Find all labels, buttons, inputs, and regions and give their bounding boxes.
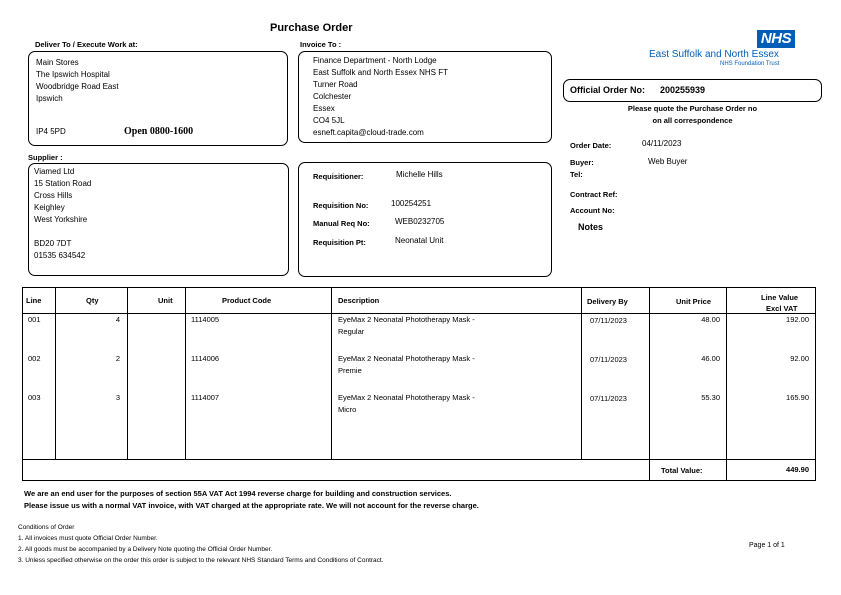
requisition-no-label: Requisition No: (313, 201, 369, 210)
supplier-box (28, 163, 289, 276)
trust-name: East Suffolk and North Essex (649, 49, 779, 60)
invoice-email: esneft.capita@cloud-trade.com (313, 128, 424, 137)
page-number: Page 1 of 1 (749, 542, 785, 549)
deliver-line: Woodbridge Road East (36, 82, 119, 91)
row-qty: 3 (115, 393, 120, 402)
row-code: 1114007 (191, 393, 220, 402)
supplier-line: Keighley (34, 203, 65, 212)
header-description: Description (338, 296, 380, 305)
order-date: 04/11/2023 (642, 139, 682, 148)
header-qty: Qty (86, 296, 99, 305)
trust-subtitle: NHS Foundation Trust (720, 61, 780, 67)
buyer-name: Web Buyer (648, 157, 688, 166)
deliver-line: Main Stores (36, 58, 79, 67)
row-line: 001 (28, 315, 41, 324)
official-order-box (563, 79, 822, 102)
supplier-line: BD20 7DT (34, 239, 72, 248)
condition-item: 1. All invoices must quote Official Order Number. (18, 535, 158, 542)
header-excl-vat: Excl VAT (766, 304, 798, 313)
header-line-value: Line Value (761, 293, 799, 302)
header-line: Line (26, 296, 42, 305)
requisition-pt: Neonatal Unit (395, 236, 444, 245)
buyer-label: Buyer: (570, 158, 594, 167)
invoice-line: Essex (313, 104, 335, 113)
row-desc-variant: Micro (338, 405, 357, 414)
table-header-divider (22, 313, 816, 314)
invoice-line: Colchester (313, 92, 352, 101)
row-desc: EyeMax 2 Neonatal Phototherapy Mask - (338, 354, 475, 363)
requisition-box (298, 162, 552, 277)
condition-item: 3. Unless specified otherwise on the order this order is subject to the relevant NHS Standard Terms and Conditions of Contract. (18, 557, 384, 564)
row-desc: EyeMax 2 Neonatal Phototherapy Mask - (338, 315, 475, 324)
row-code: 1114005 (191, 315, 220, 324)
total-value: 449.90 (786, 465, 809, 474)
account-no-label: Account No: (570, 206, 615, 215)
supplier-line: Cross Hills (34, 191, 73, 200)
quote-note-1: Please quote the Purchase Order no (627, 104, 758, 113)
deliver-to-box (28, 51, 288, 146)
row-code: 1114006 (191, 354, 220, 363)
total-label: Total Value: (661, 466, 703, 475)
row-line-value: 192.00 (786, 315, 809, 324)
manual-req-label: Manual Req No: (313, 219, 370, 228)
deliver-line: The Ipswich Hospital (36, 70, 110, 79)
row-line-value: 92.00 (790, 354, 809, 363)
header-unit: Unit (158, 296, 173, 305)
row-unit-price: 48.00 (701, 315, 720, 324)
supplier-label: Supplier : (28, 153, 63, 162)
order-date-label: Order Date: (570, 141, 612, 150)
invoice-line: CO4 5JL (313, 116, 345, 125)
requisition-no: 100254251 (391, 199, 432, 208)
header-delivery-by: Delivery By (587, 297, 628, 306)
table-total-divider (22, 459, 816, 460)
invoice-to-label: Invoice To : (300, 40, 342, 49)
invoice-line: East Suffolk and North Essex NHS FT (313, 68, 449, 77)
row-desc-variant: Regular (338, 327, 365, 336)
row-delivery: 07/11/2023 (590, 355, 627, 364)
row-desc: EyeMax 2 Neonatal Phototherapy Mask - (338, 393, 475, 402)
requisitioner-name: Michelle Hills (396, 170, 443, 179)
row-line-value: 165.90 (786, 393, 809, 402)
vat-note-1: We are an end user for the purposes of section 55A VAT Act 1994 reverse charge for building and construction services. (24, 489, 452, 498)
supplier-line: West Yorkshire (34, 215, 88, 224)
notes-label: Notes (578, 222, 604, 232)
tel-label: Tel: (570, 170, 583, 179)
deliver-line: Ipswich (36, 94, 63, 103)
row-unit-price: 55.30 (701, 393, 720, 402)
official-order-number: 200255939 (660, 85, 706, 95)
deliver-to-label: Deliver To / Execute Work at: (35, 40, 138, 49)
conditions-heading: Conditions of Order (18, 524, 75, 531)
requisitioner-label: Requisitioner: (313, 172, 364, 181)
row-line: 003 (28, 393, 41, 402)
invoice-to-box (298, 51, 552, 143)
invoice-line: Finance Department - North Lodge (313, 56, 437, 65)
contract-ref-label: Contract Ref: (570, 190, 618, 199)
header-product-code: Product Code (222, 296, 272, 305)
official-order-label: Official Order No: (570, 85, 646, 95)
manual-req-no: WEB0232705 (395, 217, 445, 226)
row-qty: 4 (115, 315, 120, 324)
requisition-pt-label: Requisition Pt: (313, 238, 366, 247)
supplier-line (34, 226, 91, 238)
supplier-line: 15 Station Road (34, 179, 92, 188)
row-desc-variant: Premie (338, 366, 362, 375)
page-title: Purchase Order (270, 22, 353, 34)
row-line: 002 (28, 354, 41, 363)
row-delivery: 07/11/2023 (590, 316, 627, 325)
row-unit-price: 46.00 (701, 354, 720, 363)
vat-note-2: Please issue us with a normal VAT invoice, with VAT charged at the appropriate rate. We will not account for the reverse charge. (24, 501, 479, 510)
opening-hours: Open 0800-1600 (124, 126, 194, 137)
row-qty: 2 (115, 354, 120, 363)
invoice-line: Turner Road (313, 80, 358, 89)
quote-note-2: on all correspondence (652, 116, 733, 125)
nhs-logo-badge: NHS (757, 30, 795, 48)
row-delivery: 07/11/2023 (590, 394, 627, 403)
deliver-postcode: IP4 5PD (36, 127, 66, 136)
condition-item: 2. All goods must be accompanied by a Delivery Note quoting the Official Order Number. (18, 546, 273, 553)
supplier-phone: 01535 634542 (34, 251, 86, 260)
supplier-name: Viamed Ltd (34, 167, 75, 176)
header-unit-price: Unit Price (676, 297, 712, 306)
